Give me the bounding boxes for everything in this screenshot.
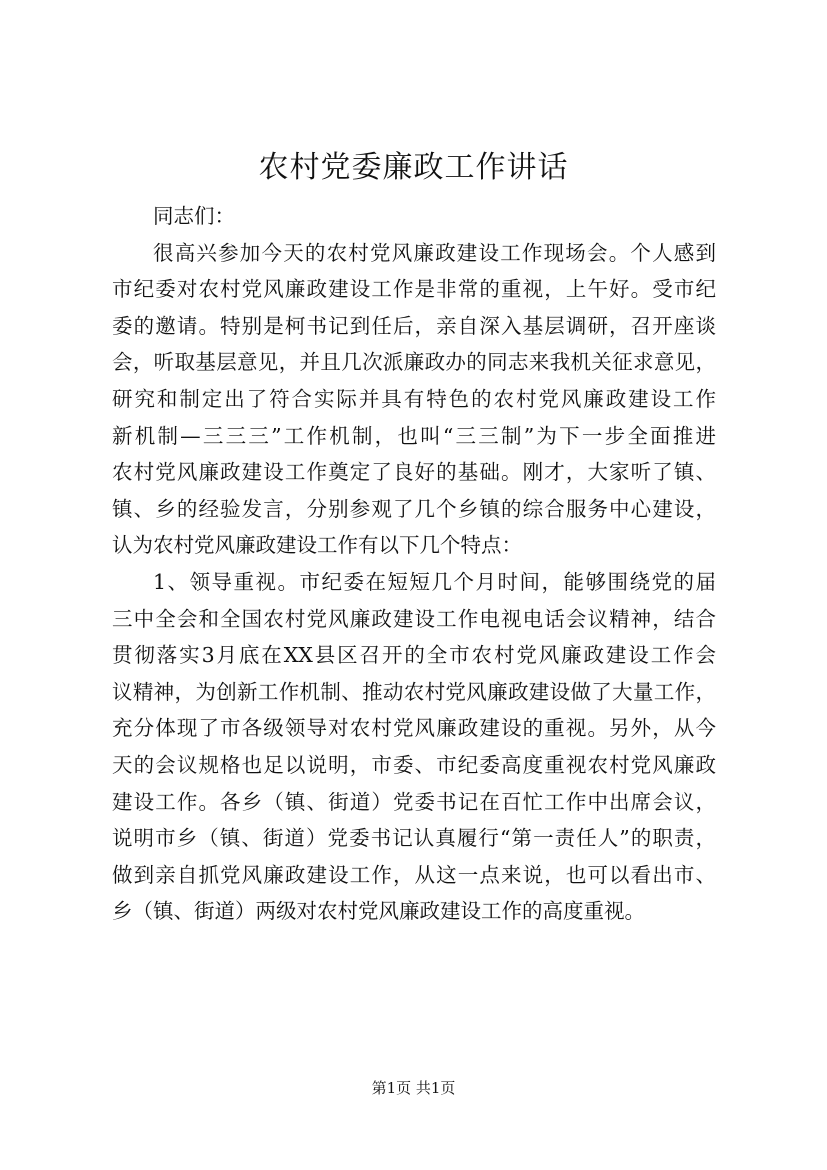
paragraph-2-line: 乡（镇、街道）两级对农村党风廉政建设工作的高度重视。 — [112, 899, 645, 924]
paragraph-2-line: 1、领导重视。市纪委在短短几个月时间，能够围绕党的届 — [153, 569, 716, 594]
page-footer: 第1页 共1页 — [371, 1079, 456, 1097]
paragraph-2-line: 议精神，为创新工作机制、推动农村党风廉政建设做了大量工作， — [112, 679, 716, 704]
paragraph-1-line: 研究和制定出了符合实际并具有特色的农村党风廉政建设工作 — [112, 386, 716, 411]
paragraph-2-line: 充分体现了市各级领导对农村党风廉政建设的重视。另外，从今 — [112, 716, 716, 741]
paragraph-2-line: 说明市乡（镇、街道）党委书记认真履行“第一责任人”的职责， — [112, 826, 716, 851]
document-title: 农村党委廉政工作讲话 — [258, 150, 569, 185]
paragraph-1-line: 会，听取基层意见，并且几次派廉政办的同志来我机关征求意见， — [112, 350, 716, 375]
paragraph-2-line: 建设工作。各乡（镇、街道）党委书记在百忙工作中出席会议， — [112, 789, 716, 814]
paragraph-1-line: 委的邀请。特别是柯书记到任后，亲自深入基层调研，召开座谈 — [112, 313, 716, 338]
document-body — [112, 198, 716, 930]
paragraph-1-line: 市纪委对农村党风廉政建设工作是非常的重视，上午好。受市纪 — [112, 277, 716, 302]
paragraph-1-line: 农村党风廉政建设工作奠定了良好的基础。刚才，大家听了镇、 — [112, 460, 716, 485]
paragraph-1-line: 认为农村党风廉政建设工作有以下几个特点： — [112, 533, 522, 558]
paragraph-1-line: 镇、乡的经验发言，分别参观了几个乡镇的综合服务中心建设， — [112, 496, 716, 521]
paragraph-1-line: 新机制—三三三”工作机制，也叫“三三制”为下一步全面推进 — [112, 423, 716, 448]
salutation: 同志们： — [153, 204, 235, 228]
paragraph-2-line: 三中全会和全国农村党风廉政建设工作电视电话会议精神，结合 — [112, 606, 716, 631]
paragraph-2-line: 做到亲自抓党风廉政建设工作，从这一点来说，也可以看出市、 — [112, 862, 716, 887]
paragraph-2-line: 天的会议规格也足以说明，市委、市纪委高度重视农村党风廉政 — [112, 752, 716, 777]
paragraph-1-line: 很高兴参加今天的农村党风廉政建设工作现场会。个人感到 — [153, 240, 716, 265]
paragraph-2-line: 贯彻落实3月底在XX县区召开的全市农村党风廉政建设工作会 — [112, 643, 716, 668]
